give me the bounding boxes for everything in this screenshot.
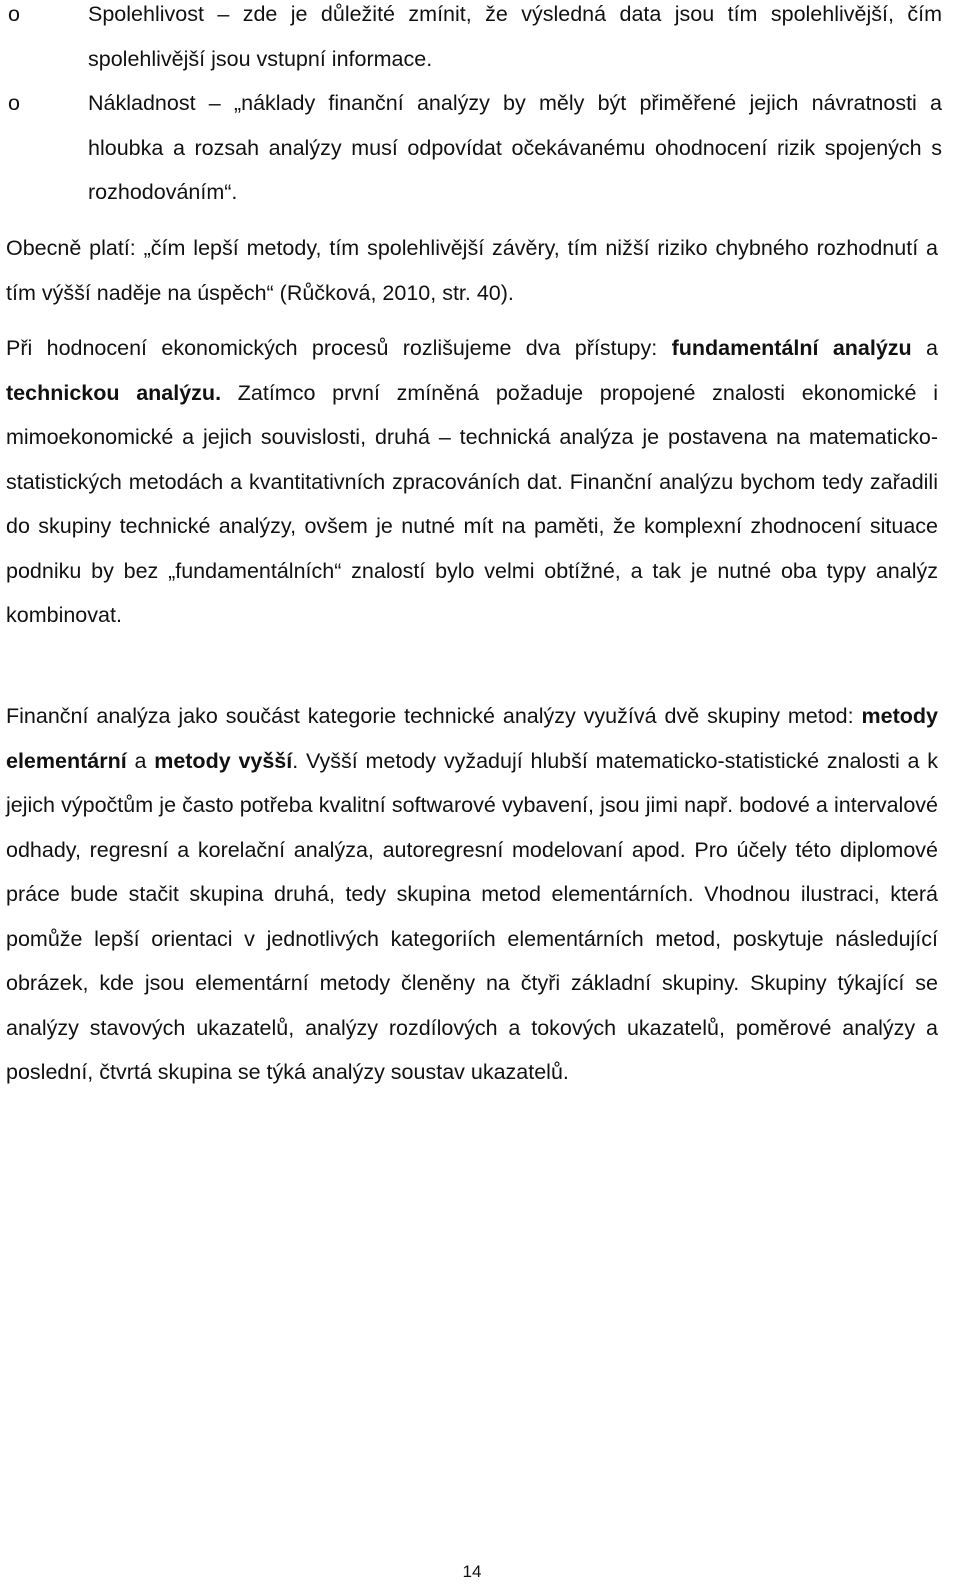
paragraph-text: . Vyšší metody vyžadují hlubší matematicko-statistické znalosti a k jejich výpočtům je často potřeba kvalitní softwarové vybavení, jsou jimi např. bodové a intervalové odhady, regresní a korelační analýza, autoregresní modelovaní apod. Pro účely této diplomové práce bude stačit skupina druhá, tedy skupina metod elementárních. Vhodnou ilustraci, která pomůže lepší orientaci v jednotlivých kategoriích elementárních metod, poskytuje následující obrázek, kde jsou elementární metody členěny na čtyři základní skupiny. Skupiny týkající se analýzy stavových ukazatelů, analýzy rozdílových a tokových ukazatelů, poměrové analýzy a poslední, čtvrtá skupina se týká analýzy soustav ukazatelů. [6, 748, 938, 1084]
bold-term-technical: technickou analýzu. [6, 380, 222, 405]
bold-term-elementary: metody elementární [6, 704, 938, 773]
paragraph-general-rule: Obecně platí: „čím lepší metody, tím spolehlivější závěry, tím nižší riziko chybného rozhodnutí a tím výšší naděje na úspěch“ (Růčková, 2010, str. 40). [6, 236, 938, 305]
list-item [0, 81, 960, 215]
page-number: 14 [462, 1562, 482, 1581]
list-item-text: – „náklady finanční analýzy by měly být přiměřené jejich návratnosti a hloubka a rozsah analýzy musí odpovídat očekávanému ohodnocení rizik spojených s rozhodováním“. [88, 91, 942, 204]
bullet-marker: o [8, 2, 20, 26]
paragraph-text: Finanční analýza jako součást kategorie technické analýzy využívá dvě skupiny metod: [6, 704, 862, 728]
list-item-label: Spolehlivost [88, 2, 204, 26]
list-item [0, 0, 960, 81]
paragraph-methods [6, 694, 938, 1095]
paragraph-text: a [911, 336, 938, 360]
criteria-list [0, 0, 960, 215]
bold-term-fundamental: fundamentální analýzu [671, 336, 912, 360]
paragraph-text: Při hodnocení ekonomických procesů rozlišujeme dva přístupy: [6, 336, 672, 360]
bullet-marker: o [8, 91, 20, 115]
paragraph-text: a [126, 748, 155, 773]
bold-term-higher: metody vyšší [154, 748, 293, 773]
paragraph-approaches [6, 326, 938, 638]
list-item-text: – zde je důležité zmínit, že výsledná data jsou tím spolehlivější, čím spolehlivější jsou vstupní informace. [88, 2, 942, 71]
list-item-label: Nákladnost [88, 91, 196, 115]
paragraph-text: Zatímco první zmíněná požaduje propojené znalosti ekonomické i mimoekonomické a jejich souvislosti, druhá – technická analýza je postavena na matematicko-statistických metodách a kvantitativních zpracováních dat. Finanční analýzu bychom tedy zařadili do skupiny technické analýzy, ovšem je nutné mít na paměti, že komplexní zhodnocení situace podniku by bez „fundamentálních“ znalostí bylo velmi obtížné, a tak je nutné oba typy analýz kombinovat. [6, 380, 938, 627]
